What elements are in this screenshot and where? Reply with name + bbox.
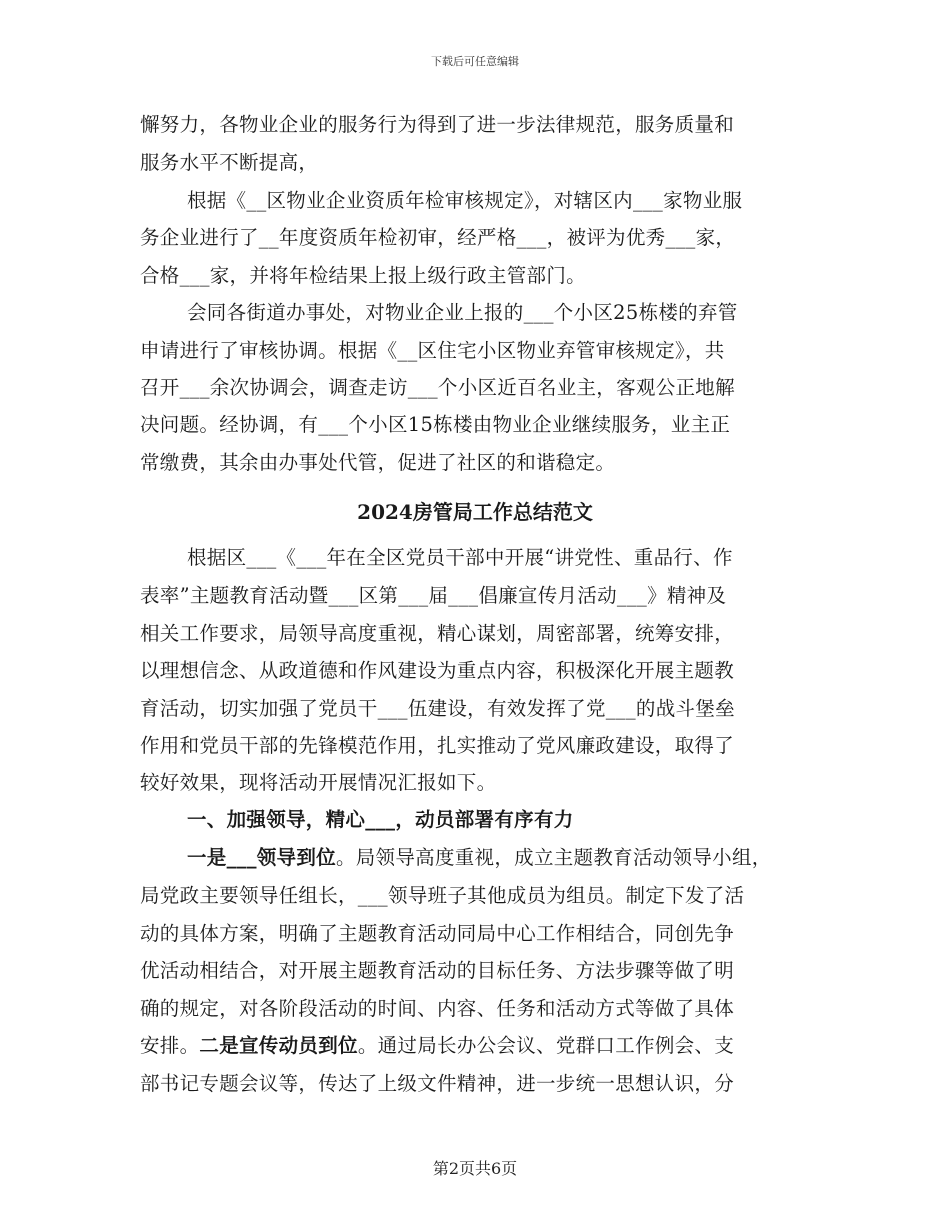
bold-lead: 一是___领导到位 (187, 846, 336, 869)
text-line: 局党政主要领导任组长，___领导班子其他成员为组员。制定下发了活 (140, 884, 745, 907)
text-run: 。局领导高度重视，成立主题教育活动领导小组， (335, 846, 772, 869)
section-heading: 一、加强领导，精心___，动员部署有序有力 (187, 808, 574, 831)
text-line (187, 846, 772, 870)
text-line: 较好效果，现将活动开展情况汇报如下。 (140, 771, 497, 794)
text-line: 育活动，切实加强了党员干___伍建设，有效发挥了党___的战斗堡垒 (140, 697, 735, 720)
text-line: 召开___余次协调会，调查走访___个小区近百名业主，客观公正地解 (140, 376, 735, 399)
text-run: 安排。 (140, 1034, 200, 1057)
text-line: 会同各街道办事处，对物业企业上报的___个小区25栋楼的弃管 (187, 301, 738, 324)
text-line: 懈努力，各物业企业的服务行为得到了进一步法律规范，服务质量和 (140, 113, 735, 136)
header-note: 下载后可任意编辑 (431, 55, 519, 68)
text-line: 以理想信念、从政道德和作风建设为重点内容，积极深化开展主题教 (140, 659, 735, 682)
text-line: 务企业进行了__年度资质年检初审，经严格___，被评为优秀___家， (140, 226, 736, 249)
page-number: 第2页共6页 (432, 1159, 518, 1178)
text-line: 部书记专题会议等，传达了上级文件精神，进一步统一思想认识，分 (140, 1072, 735, 1095)
text-line: 表率”主题教育活动暨___区第___届___倡廉宣传月活动___》精神及 (140, 584, 727, 607)
text-line: 服务水平不断提高， (140, 151, 319, 174)
text-line (140, 1034, 734, 1058)
text-line: 申请进行了审核协调。根据《__区住宅小区物业弃管审核规定》，共 (140, 339, 725, 362)
text-line: 相关工作要求，局领导高度重视，精心谋划，周密部署，统筹安排， (140, 622, 735, 645)
text-line: 常缴费，其余由办事处代管，促进了社区的和谐稳定。 (140, 451, 616, 474)
text-line: 决问题。经协调，有___个小区15栋楼由物业企业继续服务，业主正 (140, 413, 731, 436)
document-title: 2024房管局工作总结范文 (357, 500, 593, 524)
text-line: 作用和党员干部的先锋模范作用，扎实推动了党风廉政建设，取得了 (140, 734, 735, 757)
text-line: 确的规定，对各阶段活动的时间、内容、任务和活动方式等做了具体 (140, 997, 735, 1020)
text-run: 。通过局长办公会议、党群口工作例会、支 (357, 1034, 735, 1057)
text-line: 动的具体方案，明确了主题教育活动同局中心工作相结合，同创先争 (140, 922, 735, 945)
bold-lead: 二是宣传动员到位 (199, 1034, 358, 1057)
text-line: 根据《__区物业企业资质年检审核规定》，对辖区内___家物业服 (187, 189, 743, 212)
text-line: 合格___家，并将年检结果上报上级行政主管部门。 (140, 264, 586, 287)
text-line: 优活动相结合，对开展主题教育活动的目标任务、方法步骤等做了明 (140, 959, 735, 982)
text-line: 根据区___《___年在全区党员干部中开展“讲党性、重品行、作 (187, 546, 733, 569)
